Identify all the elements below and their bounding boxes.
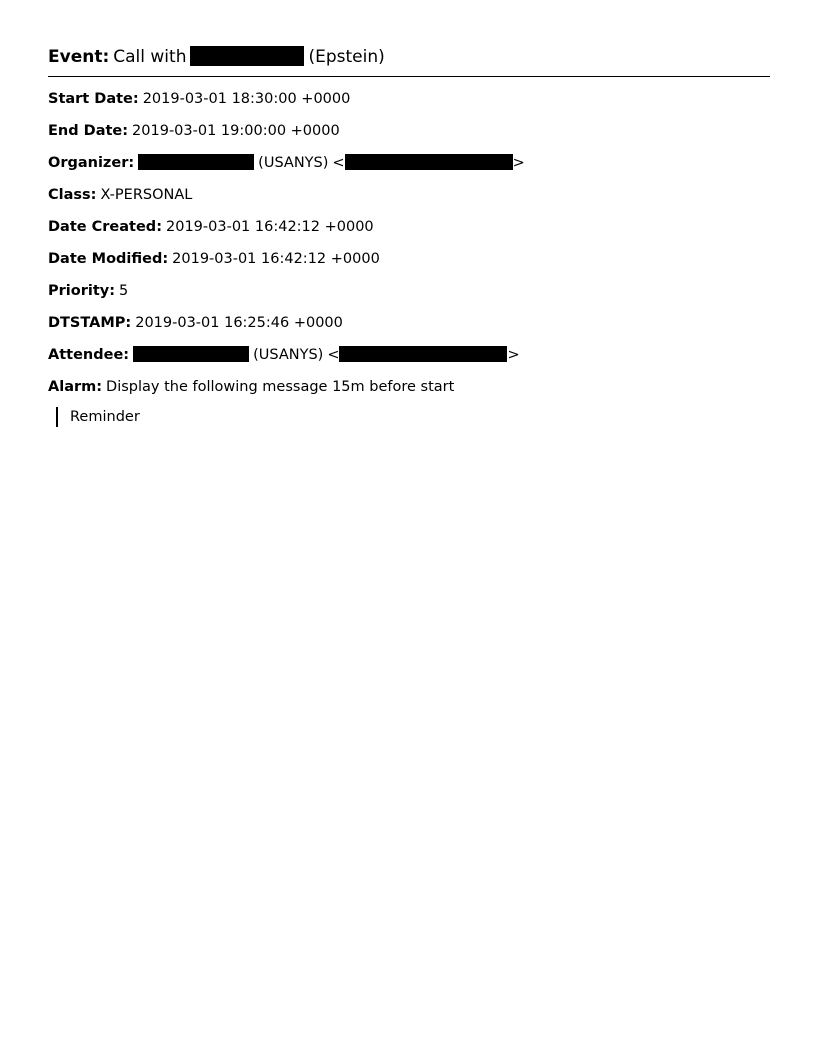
event-title-suffix: (Epstein) xyxy=(308,47,385,67)
event-details xyxy=(48,44,770,427)
field-row-class xyxy=(48,185,770,205)
date-created-value: 2019-03-01 16:42:12 +0000 xyxy=(166,219,374,235)
field-row-alarm xyxy=(48,377,770,397)
attendee-email-open-bracket: < xyxy=(327,347,340,363)
field-row-dtstamp xyxy=(48,313,770,333)
dtstamp-label: DTSTAMP: xyxy=(48,315,132,331)
attendee-label: Attendee: xyxy=(48,347,130,363)
attendee-affiliation: (USANYS) xyxy=(253,347,324,363)
end-date-label: End Date: xyxy=(48,123,129,139)
organizer-affiliation: (USANYS) xyxy=(258,155,329,171)
redaction-bar-attendee-email xyxy=(339,346,507,362)
priority-label: Priority: xyxy=(48,283,116,299)
field-row-attendee xyxy=(48,345,770,365)
event-title-text: Call with xyxy=(113,47,187,67)
date-created-label: Date Created: xyxy=(48,219,162,235)
class-value: X-PERSONAL xyxy=(100,187,193,203)
field-row-date-modified xyxy=(48,249,770,269)
organizer-email-open-bracket: < xyxy=(332,155,345,171)
redaction-bar-attendee-name xyxy=(133,346,249,362)
organizer-label: Organizer: xyxy=(48,155,135,171)
start-date-value: 2019-03-01 18:30:00 +0000 xyxy=(142,91,351,107)
alarm-value: Display the following message 15m before start xyxy=(106,379,455,395)
redaction-bar-organizer-email xyxy=(345,154,513,170)
end-date-value: 2019-03-01 19:00:00 +0000 xyxy=(132,123,340,139)
field-row-date-created xyxy=(48,217,770,237)
event-label: Event: xyxy=(48,47,110,67)
field-row-end-date xyxy=(48,121,770,141)
start-date-label: Start Date: xyxy=(48,91,139,107)
attendee-email-close-bracket: > xyxy=(507,347,520,363)
alarm-message: Reminder xyxy=(56,407,770,427)
field-row-start-date xyxy=(48,89,770,109)
event-title-row xyxy=(48,44,770,77)
organizer-email-close-bracket: > xyxy=(512,155,525,171)
priority-value: 5 xyxy=(119,283,129,299)
date-modified-value: 2019-03-01 16:42:12 +0000 xyxy=(172,251,380,267)
class-label: Class: xyxy=(48,187,97,203)
field-row-organizer xyxy=(48,153,770,173)
field-row-priority xyxy=(48,281,770,301)
alarm-label: Alarm: xyxy=(48,379,103,395)
redaction-bar-event-name xyxy=(190,46,304,66)
date-modified-label: Date Modified: xyxy=(48,251,169,267)
redaction-bar-organizer-name xyxy=(138,154,254,170)
dtstamp-value: 2019-03-01 16:25:46 +0000 xyxy=(135,315,343,331)
